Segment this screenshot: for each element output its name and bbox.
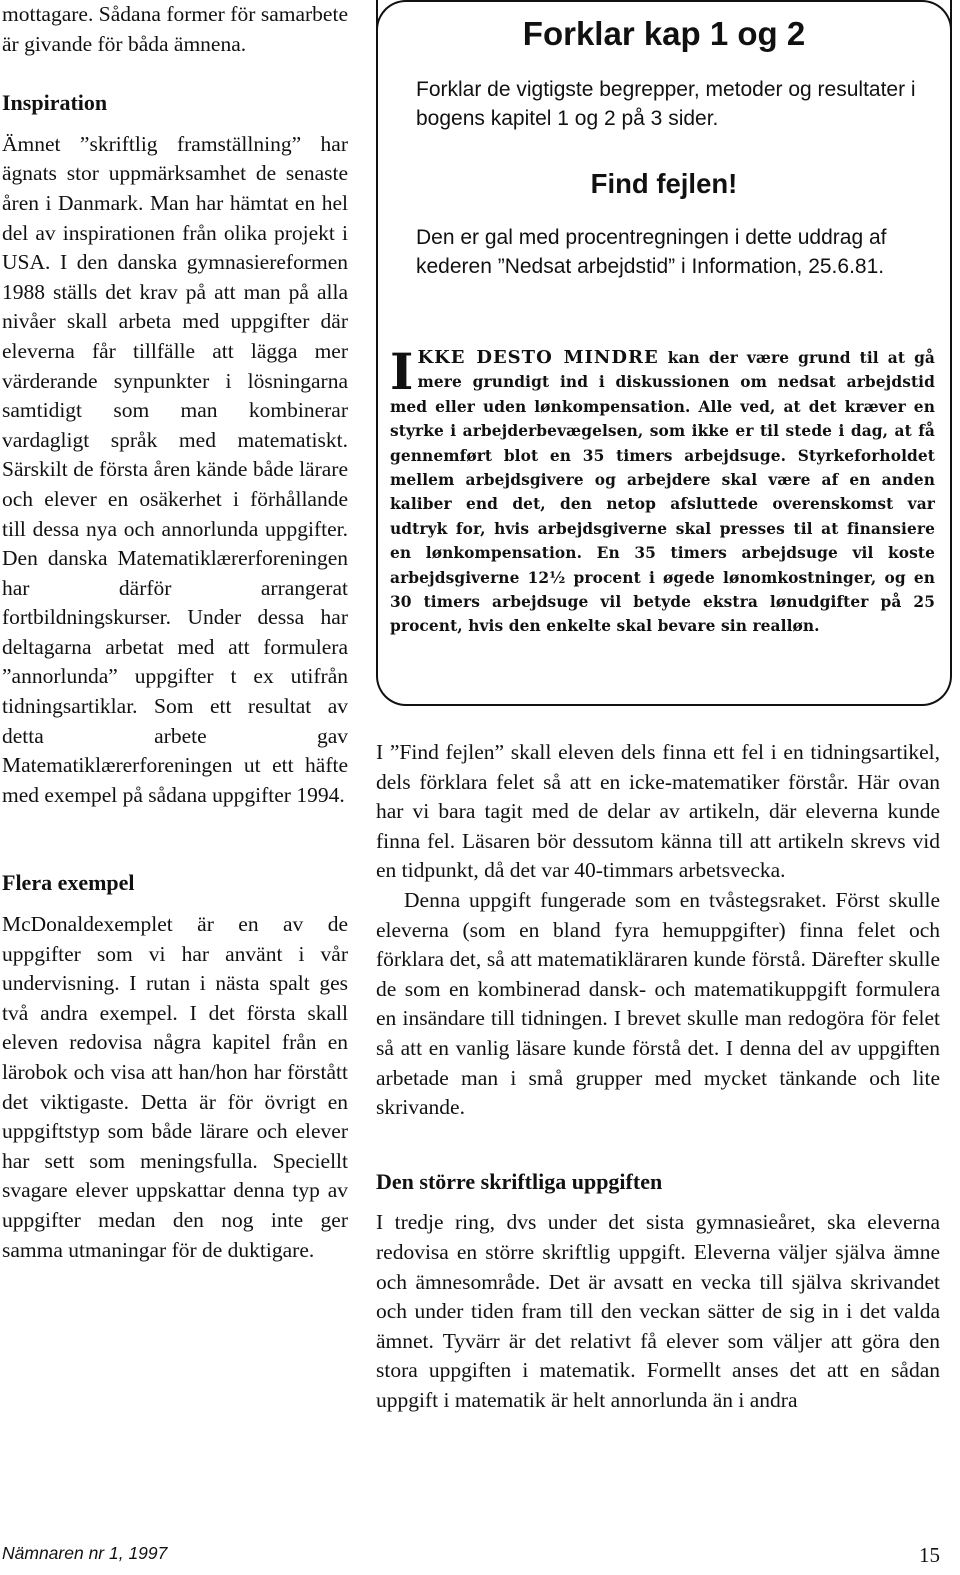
right-paragraph-3: I tredje ring, dvs under det sista gymnasieåret, ska eleverna redovisa en större skriftlig uppgift. Eleverna väljer själva ämne och ämnesområde. Det är avsatt en vecka till själva skrivandet och under tiden fram till den veckan sätter de sig in i det valda ämnet. Tyvärr är det relativt få elever som väljer att göra den stora uppgiften i matematik. Formellt anses det att en sådan uppgift i matematik är helt annorlunda än i andra [376, 1210, 940, 1412]
box-intro: Forklar de vigtigste begrepper, metoder og resultater i bogens kapitel 1 og 2 på 3 sider. [416, 78, 916, 130]
footer-page-number: 15 [919, 1543, 940, 1567]
right-paragraph-2: Denna uppgift fungerade som en tvåstegsraket. Först skulle eleverna (som en bland fyra hemuppgifter) finna felet och förklara det, så att matematikläraren kunde förstå. Därefter skulle de som en kombinerad dansk- och matematikuppgift formulera en insändare till tidningen. I brevet skulle man redogöra för felet så att en vanlig läsare kunde förstå det. I denna del av uppgiften arbetade man i små grupper med mycket tänkande och lite skrivande. [376, 887, 940, 1120]
inspiration-paragraph: Ämnet ”skriftlig framställning” har ägnats stor uppmärksamhet de senaste åren i Danmark. Man har hämtat en hel del av inspirationen från olika projekt i USA. I den danska gymnasiereformen 1988 ställs det krav på att man på alla nivåer skall arbeta med uppgifter där eleverna får tillfälle att lägga mer värderande synpunkter i lösningarna samtidigt som man kombinerar vardagligt språk med matematiskt. Särskilt de första åren kände både lärare och elever en osäkerhet i förhållande till dessa nya och annorlunda uppgifter. Den danska Matematiklærerforeningen har därför arrangerat fortbildningskurser. Under dessa har deltagarna arbetat med att formulera ”annorlunda” uppgifter t ex utifrån tidningsartiklar. Som ett resultat av detta arbete gav Matematiklærerforeningen ut ett häfte med exempel på sådana uppgifter 1994. [2, 131, 348, 807]
box-task: Den er gal med procentregningen i dette uddrag af kederen ”Nedsat arbejdstid” i Information, 25.6.81. [416, 226, 887, 278]
heading-big-task: Den större skriftliga uppgiften [376, 1168, 663, 1194]
right-paragraph-1: I ”Find fejlen” skall eleven dels finna ett fel i en tidningsartikel, dels förklara felet så att en icke-matematiker förstår. Här ovan har vi bara tagit med de delar av artikeln, där eleverna kunde finna fel. Läsaren bör dessutom känna till att artikeln skrevs vid en tidpunkt, då det var 40-timmars arbetsvecka. [376, 740, 940, 883]
intro-paragraph: mottagare. Sådana former för samarbete är givande för båda ämnena. [2, 2, 348, 56]
heading-examples: Flera exempel [2, 870, 135, 896]
box-title: Forklar kap 1 og 2 [522, 15, 806, 52]
box-subtitle: Find fejlen! [590, 168, 738, 199]
newspaper-clipping [390, 342, 936, 639]
clipping-body: kan der være grund til at gå mere grundigt ind i diskussionen om nedsat arbejdstid med eller uden lønkompensation. Alle ved, at det kræver en styrke i arbejderbevægelsen, som ikke er til stede i dag, at få gennemført blot en 35 timers arbejdsuge. Styrkeforholdet mellem arbejdsgivere og arbejdere skal være af en anden kaliber end det, den netop afsluttede overenskomst var udtryk for, hvis arbejdsgiverne skal presses til at finansiere en lønkompensation. En 35 timers arbejdsuge vil koste arbejdsgiverne 12½ procent i øgede lønomkostninger, og en 30 timers arbejdsuge vil betyde ekstra lønudgifter på 25 procent, hvis den enkelte skal bevare sin realløn. [390, 349, 936, 636]
clipping-dropcap: I [390, 342, 414, 401]
right-column [376, 738, 940, 1415]
footer-journal: Nämnaren nr 1, 1997 [2, 1543, 168, 1563]
left-column [2, 0, 348, 1265]
examples-paragraph: McDonaldexemplet är en av de uppgifter som vi har använt i vår undervisning. I rutan i nästa spalt ges två andra exempel. I det första skall eleven redovisa några kapitel från en lärobok och visa att han/hon har förstått det viktigaste. Detta är för övrigt en uppgiftstyp som både lärare och elever har sett som meningsfulla. Speciellt svagare elever uppskattar denna typ av uppgifter medan den nog inte ger samma utmaningar för de duktigare. [2, 912, 348, 1262]
clipping-lead: KKE DESTO MINDRE [417, 347, 659, 368]
heading-inspiration: Inspiration [2, 90, 108, 116]
